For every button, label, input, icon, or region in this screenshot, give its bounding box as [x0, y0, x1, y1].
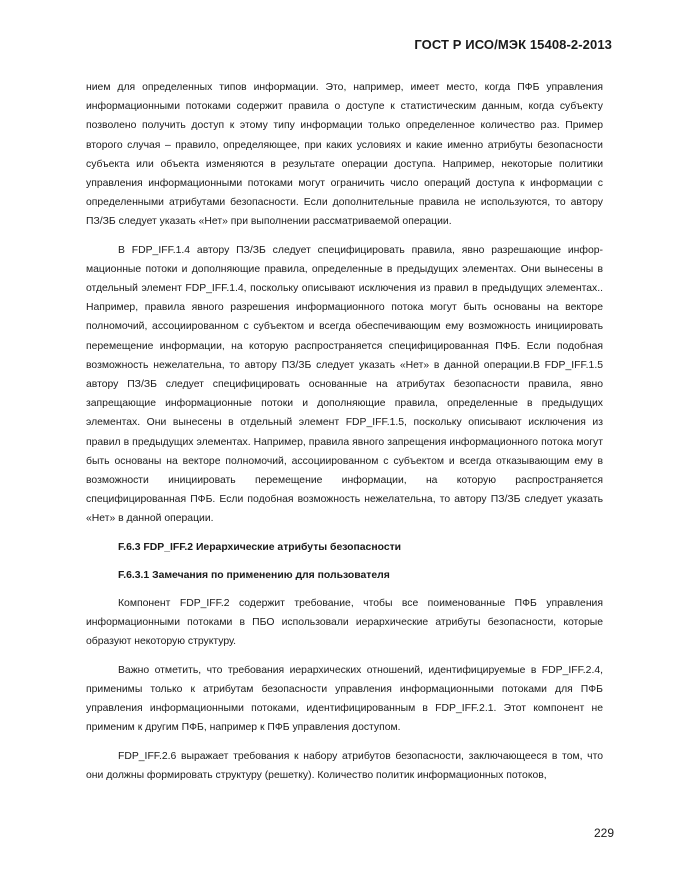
paragraph-fdp-iff-2-6: FDP_IFF.2.6 выражает требования к набору атрибутов безопасности, заключающееся в том, что они должны формировать структуру (решетку). Количество политик информационных потоков, [86, 750, 603, 781]
section-heading: F.6.3 FDP_IFF.2 Иерархические атрибуты безопасности [118, 541, 402, 553]
page-body [86, 78, 603, 794]
paragraph-continuation: нием для определенных типов информации. Это, например, имеет место, когда ПФБ управления информационными потоками содержит правила о доступе к статистическим данным, когда субъекту позволено получить доступ к этому типу информации только определенное количество раз. Пример второго случая – правило, определяющее, при каких условиях и какие именно атрибуты безопасности субъекта или объекта изменяются в результате операции доступа. Например, некоторые политики управления информационными потоками могут ограничить число операций доступа к информации с определенными атрибутами безопасности. Если дополнительные правила не используются, то автору ПЗ/ЗБ следует указать «Нет» при выполнении рассматриваемой операции. [86, 82, 603, 228]
paragraph-component: Компонент FDP_IFF.2 содержит требование, чтобы все поименованные ПФБ управления информационными потоками в ПБО использовали иерархические атрибуты безопасности, которые образуют некоторую структуру. [86, 598, 603, 648]
document-header: ГОСТ Р ИСО/МЭК 15408-2-2013 [414, 37, 612, 52]
paragraph-fdp-iff-1-4: В FDP_IFF.1.4 автору ПЗ/ЗБ следует специфицировать правила, явно разрешающие информационные потоки и дополняющие правила, определенные в предыдущих элементах. Они вынесены в отдельный элемент FDP_IFF.1.4, поскольку описывают исключения из правил в предыдущих элементах.. Например, правила явного разрешения информационного потока могут быть основаны на векторе полномочий, ассоциированном с субъектом и всегда обеспечивающим ему возможность инициировать перемещение информации, на которую распространяется специфицированная ПФБ. Если подобная возможность нежелательна, то автору ПЗ/ЗБ следует указать «Нет» в данной операции.В FDP_IFF.1.5 автору ПЗ/ЗБ следует специфицировать основанные на атрибутах безопасности правила, явно запрещающие информационные потоки и дополняющие правила, определенные в предыдущих элементах. Они вынесены в отдельный элемент FDP_IFF.1.5, поскольку описывают исключения из правил в предыдущих элементах. Например, правила явного запрещения информационного потока могут быть основаны на векторе полномочий, ассоциированном с субъектом и всегда отказывающим ему в возможности инициировать перемещение информации, на которую распространяется специфицированная ПФБ. Если подобная возможность нежелательна, то автору ПЗ/ЗБ следует указать «Нет» в данной операции. [86, 244, 603, 525]
page-number: 229 [593, 826, 614, 840]
subsection-heading: F.6.3.1 Замечания по применению для пользователя [118, 569, 390, 581]
paragraph-hierarchy: Важно отметить, что требования иерархических отношений, идентифицируемые в FDP_IFF.2.4, применимы только к атрибутам безопасности управления информационными потоками для ПФБ управления информационными потоками, идентифицированным в FDP_IFF.2.1. Этот компонент не применим к другим ПФБ, например к ПФБ управления доступом. [86, 664, 603, 734]
